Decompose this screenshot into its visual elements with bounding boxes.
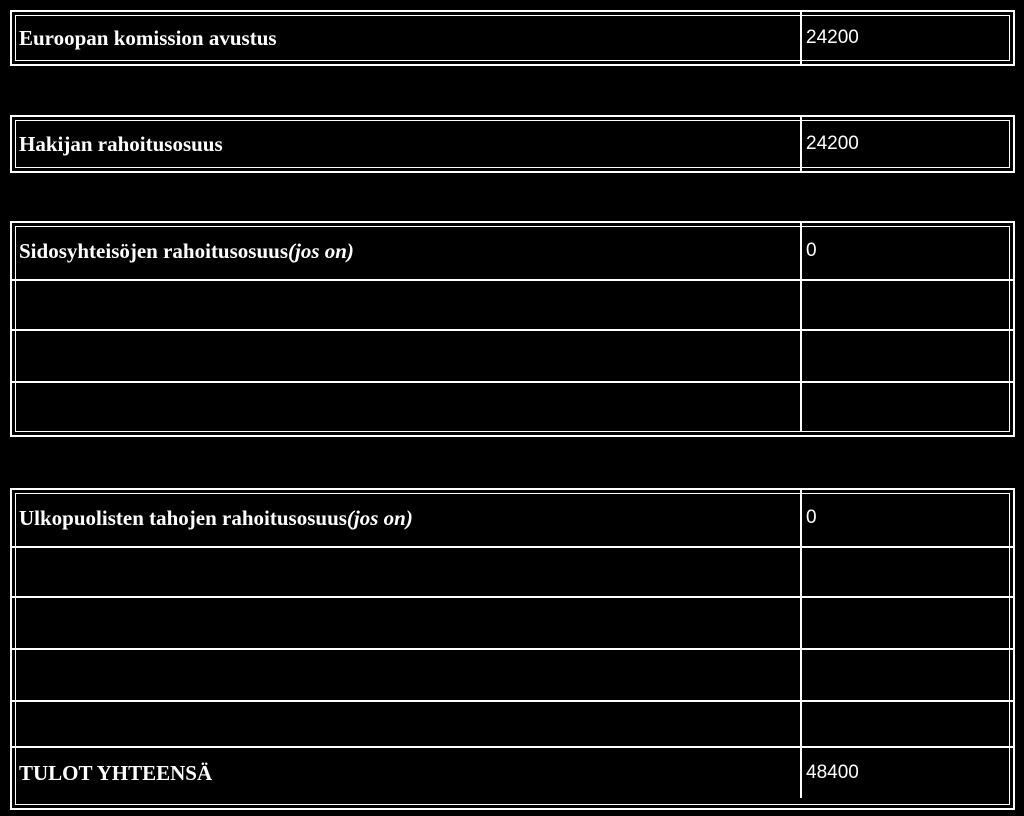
empty-value-cell (802, 281, 1013, 329)
table-row (12, 546, 1013, 596)
affiliated-share-label: Sidosyhteisöjen rahoitusosuus (jos on) (12, 223, 802, 279)
affiliated-share-table (10, 221, 1015, 437)
table-row (12, 381, 1013, 431)
external-share-row (12, 490, 1013, 546)
total-value: 48400 (806, 762, 859, 783)
empty-label-cell (12, 383, 802, 431)
affiliated-share-note: (jos on) (288, 238, 354, 263)
empty-label-cell (12, 548, 802, 596)
table-row (12, 648, 1013, 700)
external-share-table (10, 488, 1015, 810)
empty-label-cell (12, 281, 802, 329)
empty-label-cell (12, 650, 802, 700)
affiliated-share-value: 0 (806, 240, 817, 261)
eu-grant-value: 24200 (806, 27, 859, 48)
external-share-label: Ulkopuolisten tahojen rahoitusosuus (jos on) (12, 490, 802, 546)
empty-value-cell (802, 598, 1013, 648)
external-share-note: (jos on) (346, 505, 413, 530)
table-row (12, 279, 1013, 329)
empty-value-cell (802, 331, 1013, 381)
affiliated-share-row (12, 223, 1013, 279)
empty-value-cell (802, 383, 1013, 431)
empty-value-cell (802, 702, 1013, 746)
empty-label-cell (12, 702, 802, 746)
table-row (12, 596, 1013, 648)
eu-grant-table (10, 10, 1015, 66)
empty-value-cell (802, 548, 1013, 596)
eu-grant-label: Euroopan komission avustus (12, 12, 802, 64)
empty-value-cell (802, 650, 1013, 700)
applicant-share-table (10, 115, 1015, 173)
eu-grant-row (12, 12, 1013, 64)
empty-label-cell (12, 331, 802, 381)
total-row (12, 746, 1013, 798)
empty-label-cell (12, 598, 802, 648)
applicant-share-row (12, 117, 1013, 171)
table-row (12, 700, 1013, 746)
total-label: TULOT YHTEENSÄ (12, 748, 802, 798)
applicant-share-value: 24200 (806, 133, 859, 154)
applicant-share-label: Hakijan rahoitusosuus (12, 117, 802, 171)
external-share-value: 0 (806, 507, 817, 528)
table-row (12, 329, 1013, 381)
